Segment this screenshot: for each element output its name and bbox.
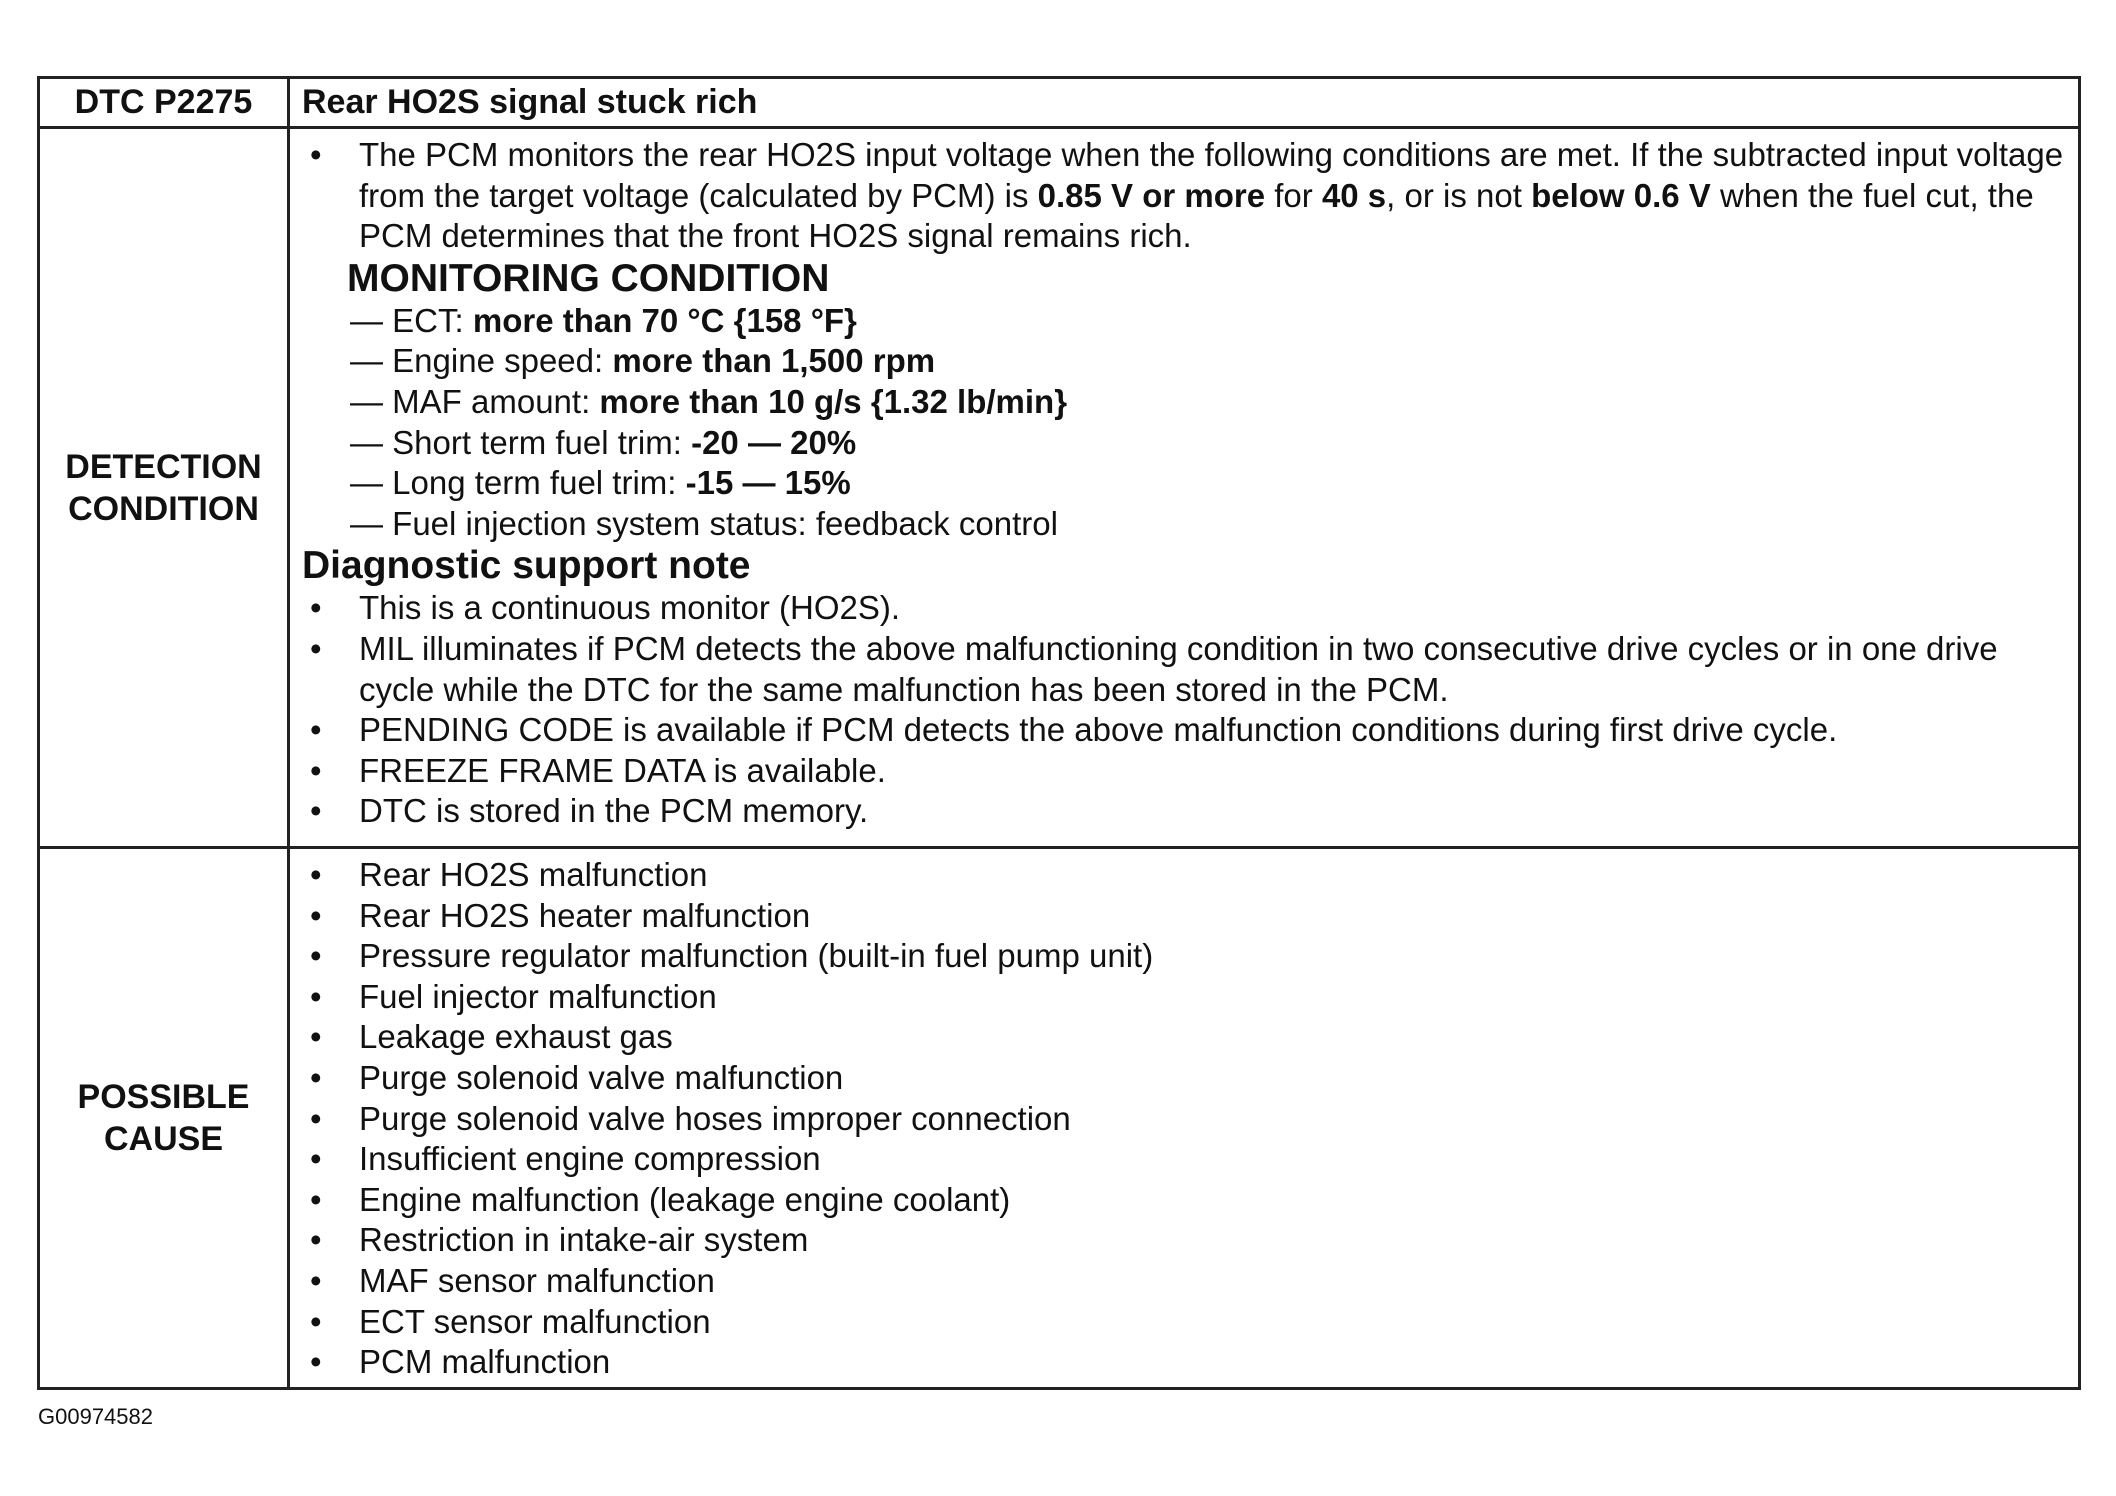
detection-content — [289, 128, 2080, 848]
list-item: • MAF sensor malfunction — [302, 1261, 2064, 1302]
condition-label: — Long term fuel trim: — [350, 464, 686, 502]
list-item: • Rear HO2S malfunction — [302, 855, 2064, 896]
condition-item — [302, 504, 2064, 545]
condition-label: — Short term fuel trim: — [350, 423, 692, 461]
condition-item — [302, 423, 2064, 464]
intro-text-4: when the fuel cut, the PCM determines that the front HO2S signal remains rich. — [359, 176, 2034, 255]
condition-label: — ECT: — [350, 301, 473, 339]
dtc-table — [37, 76, 2081, 1390]
condition-item — [302, 463, 2064, 504]
intro-text-1: The PCM monitors the rear HO2S input voltage when the following conditions are met. If the subtracted input voltage from the target voltage (calculated by PCM) is — [359, 136, 2064, 214]
list-item: • Engine malfunction (leakage engine coolant) — [302, 1180, 2064, 1221]
possible-cause-row — [39, 848, 2080, 1389]
figure-id: G00974582 — [38, 1404, 153, 1429]
monitoring-heading: MONITORING CONDITION — [347, 256, 830, 300]
condition-value: more than 10 g/s {1.32 lb/min} — [599, 382, 1068, 420]
detection-label-line2: CONDITION — [68, 489, 259, 528]
condition-value: more than 70 °C {158 °F} — [472, 301, 857, 339]
intro-value-voltage: 0.85 V or more — [1037, 176, 1266, 214]
cause-list — [302, 855, 2064, 1383]
list-item: • ECT sensor malfunction — [302, 1302, 2064, 1343]
condition-value: more than 1,500 rpm — [612, 342, 936, 380]
condition-label: — MAF amount: — [350, 382, 600, 420]
condition-value: -20 — 20% — [691, 423, 857, 461]
possible-cause-label — [39, 848, 289, 1389]
list-item: • This is a continuous monitor (HO2S). — [302, 588, 2064, 629]
list-item: • Purge solenoid valve hoses improper connection — [302, 1099, 2064, 1140]
condition-label: — Engine speed: — [350, 342, 613, 380]
diagnostic-note-heading: Diagnostic support note — [302, 544, 751, 588]
condition-item — [302, 341, 2064, 382]
intro-value-time: 40 s — [1321, 176, 1387, 214]
condition-value: -15 — 15% — [685, 464, 851, 502]
detection-row — [39, 128, 2080, 848]
condition-item — [302, 382, 2064, 423]
list-item: • MIL illuminates if PCM detects the above malfunctioning condition in two consecutive drive cycles or in one drive cycle while the DTC for the same malfunction has been stored in the PCM. — [302, 629, 2064, 710]
diagnostic-note-list — [302, 588, 2064, 832]
header-row — [39, 78, 2080, 128]
list-item: • Leakage exhaust gas — [302, 1017, 2064, 1058]
condition-label: — Fuel injection system status: feedback control — [350, 504, 1058, 542]
list-item: • PENDING CODE is available if PCM detects the above malfunction conditions during first drive cycle. — [302, 710, 2064, 751]
possible-cause-content — [289, 848, 2080, 1389]
detection-label — [39, 128, 289, 848]
list-item: • FREEZE FRAME DATA is available. — [302, 751, 2064, 792]
condition-list — [302, 301, 2064, 545]
list-item: • PCM malfunction — [302, 1342, 2064, 1383]
detection-label-line1: DETECTION — [65, 447, 262, 486]
list-item: • Insufficient engine compression — [302, 1139, 2064, 1180]
list-item: • Fuel injector malfunction — [302, 977, 2064, 1018]
list-item: • DTC is stored in the PCM memory. — [302, 791, 2064, 832]
detection-intro-list — [302, 135, 2064, 257]
intro-value-below: below 0.6 V — [1531, 176, 1711, 214]
dtc-code: DTC P2275 — [39, 78, 289, 128]
possible-cause-label-line2: CAUSE — [103, 1119, 224, 1158]
condition-item — [302, 301, 2064, 342]
intro-text-2: for — [1265, 176, 1322, 214]
list-item: • Rear HO2S heater malfunction — [302, 896, 2064, 937]
list-item: • Restriction in intake-air system — [302, 1220, 2064, 1261]
dtc-title: Rear HO2S signal stuck rich — [289, 78, 2080, 128]
list-item: • Pressure regulator malfunction (built-in fuel pump unit) — [302, 936, 2064, 977]
detection-intro — [302, 135, 2064, 257]
possible-cause-label-line1: POSSIBLE — [77, 1077, 250, 1116]
intro-text-3: , or is not — [1386, 176, 1532, 214]
list-item: • Purge solenoid valve malfunction — [302, 1058, 2064, 1099]
